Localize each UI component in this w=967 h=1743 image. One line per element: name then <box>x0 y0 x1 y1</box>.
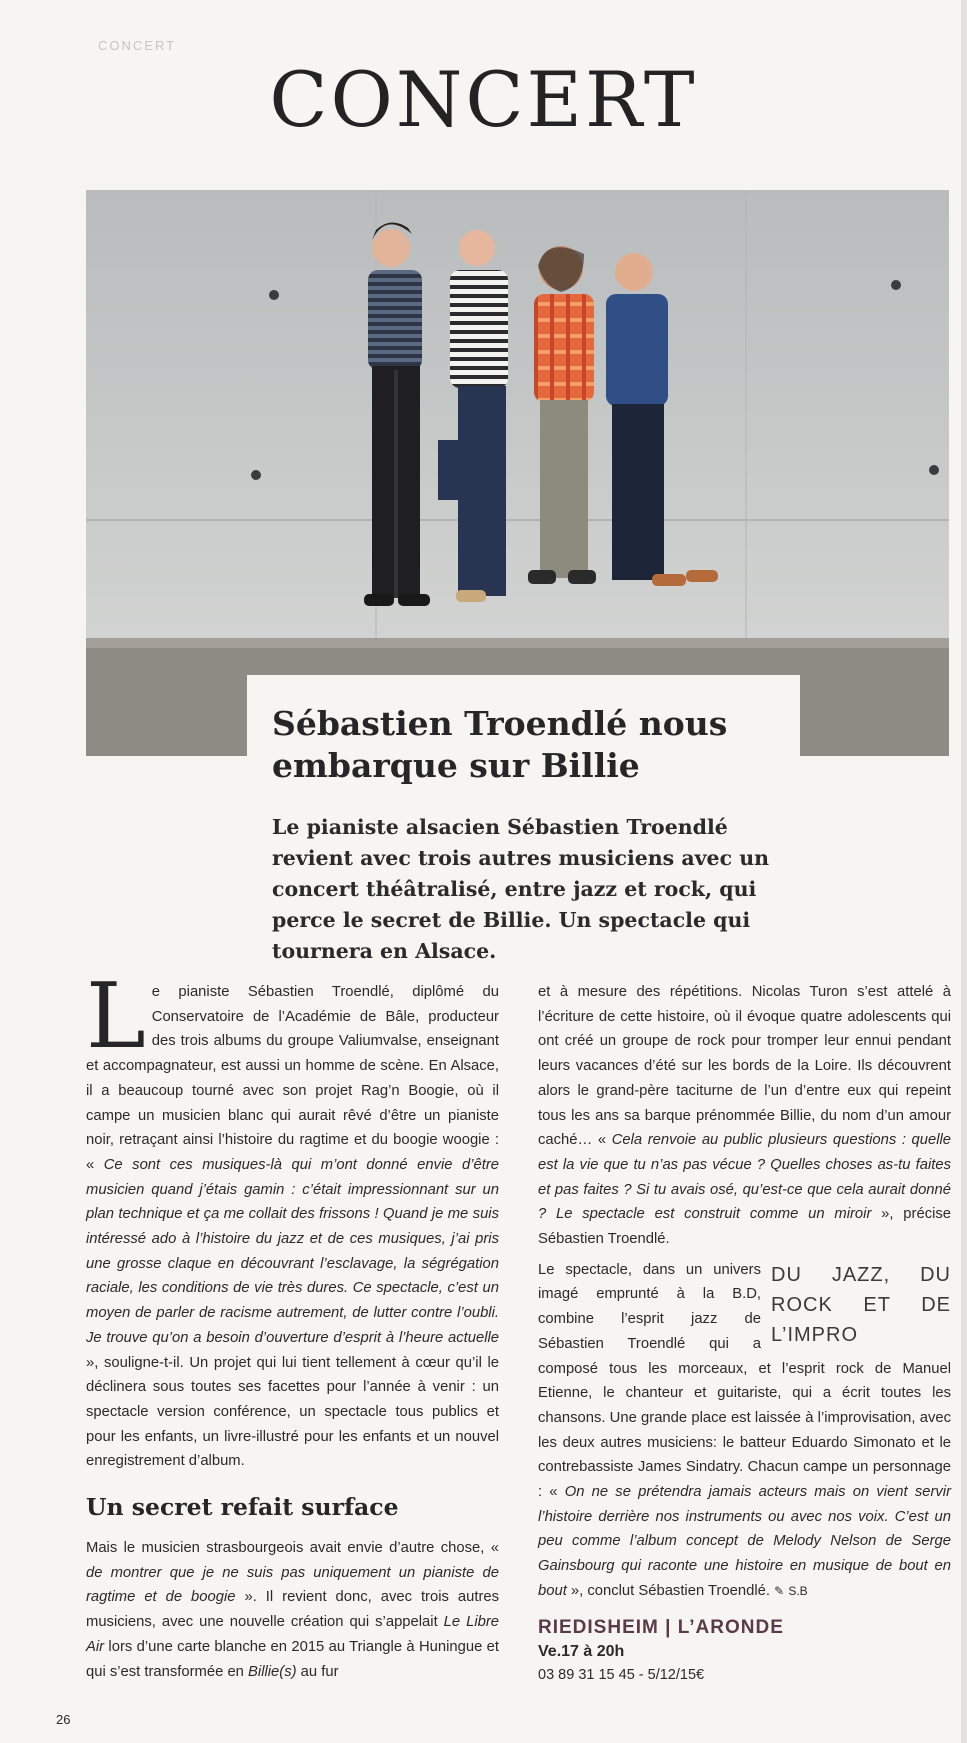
secret-quote: de montrer que je ne suis pas uniquement un pianiste de ragtime et de boogie <box>86 1564 499 1606</box>
band-photo <box>86 190 949 756</box>
author-signature: S.B <box>788 1583 808 1598</box>
paragraph-story <box>538 980 951 1252</box>
work-title-billies: Billie(s) <box>248 1663 297 1680</box>
story-text: et à mesure des répétitions. Nicolas Turon s’est attelé à l’écriture de cette histoire, où il évoque quatre adolescents qui ont créé un groupe de rock pour tromper leur ennui pendant leurs vacances d’été sur les bords de la Loire. Ils découvrent alors le grand-père taciturne de l’un d’entre eux qui repeint tous les ans sa barque prénommée Billie, du nom d’un amour caché… « <box>538 984 951 1149</box>
pencil-icon: ✎ <box>774 1583 785 1598</box>
paragraph-secret <box>86 1536 499 1684</box>
secret-text-3: lors d’une carte blanche en 2015 au Triangle à Huningue et qui s’est transformée en <box>86 1638 499 1680</box>
band-photo-image <box>86 190 949 756</box>
intro-quote: Ce sont ces musiques-là qui m’ont donné envie d’être musicien quand j’étais gamin : c’était impressionnant sur un plan technique et ça me collait des frissons ! Quand je me suis intéressé ado à l’histoire du jazz et de ces musiques, j’ai pris une grosse claque en découvrant l’esclavage, la ségrégation raciale, les conditions de vie très dures. Ce spectacle, c’est un moyen de parler de racisme autrement, de lutter contre l’oubli. Je trouve qu’on a besoin d’ouverture d’esprit à l’heure actuelle <box>86 1156 499 1346</box>
secret-text-1: Mais le musicien strasbourgeois avait envie d’autre chose, « <box>86 1540 499 1557</box>
show-end: », conclut Sébastien Troendlé. <box>566 1582 770 1599</box>
story-quote: Cela renvoie au public plusieurs questions : quelle est la vie que tu n’as pas vécue ? Quelles choses as-tu faites et pas faites ? Si tu avais osé, qu’est-ce que cela aurait donné ? Le spectacle est construit comme un miroir <box>538 1132 952 1223</box>
secret-text-4: au fur <box>296 1663 339 1680</box>
article-subhead: Un secret refait surface <box>86 1493 399 1522</box>
work-title-libre-air: Le Libre Air <box>86 1614 499 1655</box>
show-quote: On ne se prétendra jamais acteurs mais on vient servir l’histoire derrière nos instruments ou avec nos voix. C’est un peu comme l’album concept de Melody Nelson de Serge Gainsbourg qui raconte une histoire en musique de bout en bout <box>538 1484 951 1599</box>
paragraph-intro <box>86 964 499 1474</box>
section-title: CONCERT <box>269 55 698 144</box>
article-standfirst: Le pianiste alsacien Sébastien Troendlé revient avec trois autres musiciens avec un concert théâtralisé, entre jazz et rock, qui perce le secret de Billie. Un spectacle qui tournera en Alsace. <box>272 815 770 963</box>
page-edge <box>961 0 967 1743</box>
intro-end: », souligne-t-il. Un projet qui lui tient tellement à cœur qu’il le déclinera sous toutes ses facettes pour l’année à venir : un spectacle version conférence, un spectacle tous publics et pour les enfants, un livre-illustré pour les enfants et un nouvel enregistrement d’album. <box>86 1354 499 1470</box>
page-number: 26 <box>56 1712 71 1727</box>
venue-name: RIEDISHEIM | L’ARONDE <box>538 1616 784 1638</box>
show-text: Le spectacle, dans un univers imagé emprunté à la B.D, combine l’esprit jazz de Sébastien Troendlé qui a composé tous les morceaux, et l’esprit rock de Manuel Etienne, le chanteur et guitariste, qui a écrit toutes les chansons. Une grande place est laissée à l’improvisation, avec les deux autres musiciens: le batteur Eduardo Simonato et le contrebassiste James Sindatry. Chacun campe un personnage : « <box>538 1261 951 1501</box>
paragraph-show <box>538 1258 951 1604</box>
intro-text: e pianiste Sébastien Troendlé, diplômé du Conservatoire de l’Académie de Bâle, producteur des trois albums du groupe Valiumvalse, enseignant et accompagnateur, est aussi un homme de scène. En Alsace, il a beaucoup tourné avec son projet Rag’n Boogie, où il campe un musicien blanc qui aurait rêvé d’être un pianiste noir, retraçant ainsi l’histoire du ragtime et du boogie woogie : « <box>86 984 499 1173</box>
article-headline: Sébastien Troendlé nous embarque sur Billie <box>272 704 728 785</box>
venue-info: 03 89 31 15 45 - 5/12/15€ <box>538 1667 705 1684</box>
article-column-2 <box>538 980 951 1686</box>
story-end: », précise Sébastien Troendlé. <box>538 1206 952 1248</box>
drop-cap: L <box>86 964 146 1069</box>
pull-quote: DU JAZZ, DU ROCK ET DE L’IMPRO <box>771 1263 951 1346</box>
article-column-1 <box>86 964 499 1684</box>
venue-date: Ve.17 à 20h <box>538 1643 625 1661</box>
secret-text-2: ». Il revient donc, avec trois autres musiciens, avec une nouvelle création qui s’appelait <box>86 1589 499 1631</box>
section-header-faint: CONCERT <box>98 38 177 53</box>
